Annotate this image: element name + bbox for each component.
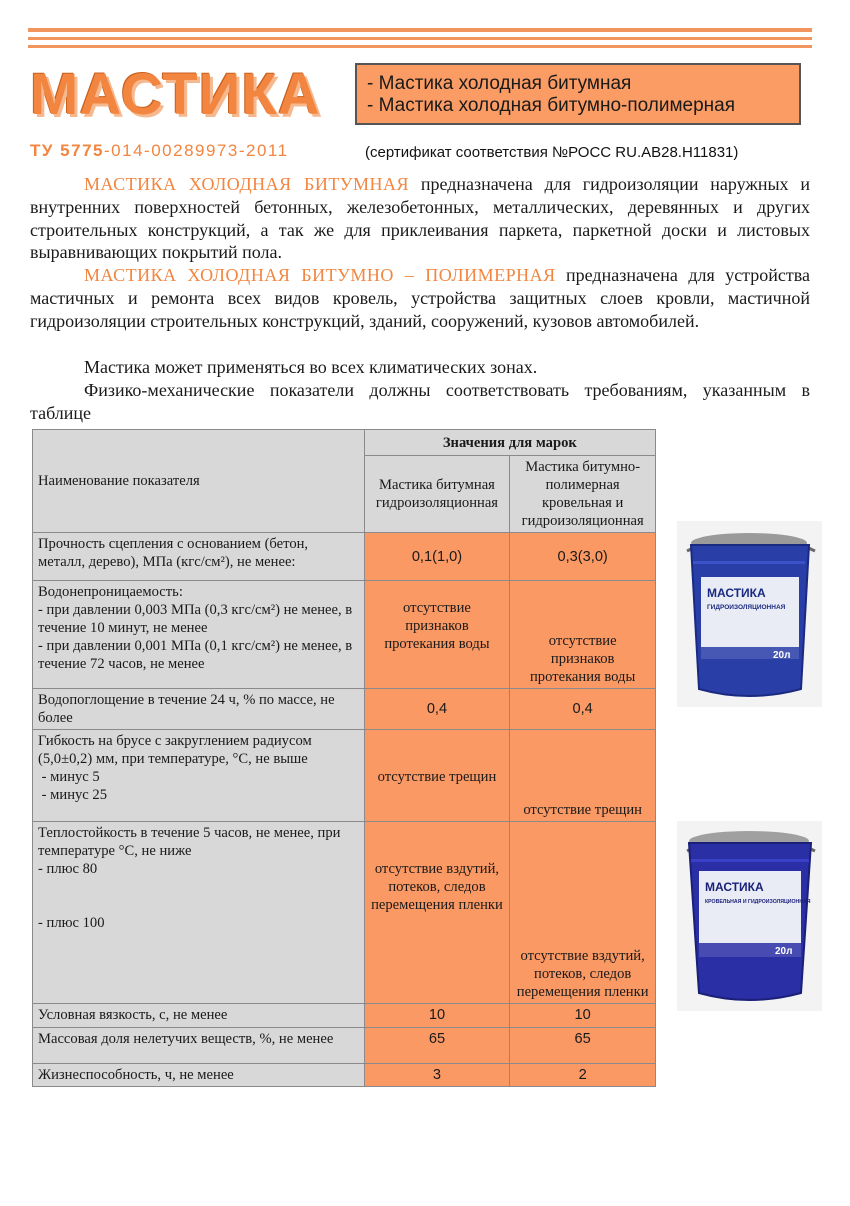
row-value-a: отсутствие трещин: [364, 730, 510, 822]
bucket-label: МАСТИКА: [707, 586, 766, 600]
row-name: Условная вязкость, с, не менее: [33, 1004, 365, 1028]
row-value-b: 65: [510, 1028, 656, 1064]
paragraph-1: МАСТИКА ХОЛОДНАЯ БИТУМНАЯ предназначена для гидроизоляции наружных и внутренних поверхностей бетонных, железобетонных, металлических, деревянных и других строительных конструкций, а так же для приклеивания паркета, паркетной доски и листовых выравнивающих покрытий пола.: [30, 174, 810, 263]
product-type-1: - Мастика холодная битумная: [367, 73, 632, 94]
table-row: [33, 581, 656, 689]
row-value-b: отсутствие трещин: [510, 730, 656, 822]
row-name: Жизнеспособность, ч, не менее: [33, 1064, 365, 1087]
row-value-a: отсутствие вздутий, потеков, следов перемещения пленки: [364, 822, 510, 1004]
top-stripe-2: [28, 37, 812, 40]
table-row: [33, 1004, 656, 1028]
row-value-a: отсутствие признаков протекания воды: [364, 581, 510, 689]
row-value-b: отсутствие признаков протекания воды: [510, 581, 656, 689]
spec-table: [32, 429, 656, 1087]
logo-title: МАСТИКА: [30, 62, 321, 127]
row-value-a: 10: [364, 1004, 510, 1028]
bucket-volume: 20л: [773, 650, 791, 661]
product-types-box: [355, 63, 801, 125]
bucket-volume: 20л: [775, 946, 793, 957]
table-row: [33, 1028, 656, 1064]
row-value-b: 0,3(3,0): [510, 533, 656, 581]
row-name: Водонепроницаемость: - при давлении 0,003 МПа (0,3 кгс/см²) не менее, в течение 10 минут, не менее - при давлении 0,001 МПа (0,1 кгс/см²) не менее, в течение 72 часов, не менее: [33, 581, 365, 689]
bucket-icon: [677, 521, 822, 707]
bucket-sublabel: КРОВЕЛЬНАЯ И ГИДРОИЗОЛЯЦИОННАЯ: [705, 899, 811, 905]
row-value-b: 10: [510, 1004, 656, 1028]
row-value-a: 0,4: [364, 689, 510, 730]
row-name: Теплостойкость в течение 5 часов, не менее, при температуре °С, не ниже - плюс 80 - плюс 100: [33, 822, 365, 1004]
tu-code: ТУ 5775-014-00289973-2011: [30, 141, 289, 160]
row-value-b: 0,4: [510, 689, 656, 730]
table-row: [33, 730, 656, 822]
row-value-b: 2: [510, 1064, 656, 1087]
table-row: [33, 1064, 656, 1087]
table-row: [33, 533, 656, 581]
paragraph-2: МАСТИКА ХОЛОДНАЯ БИТУМНО – ПОЛИМЕРНАЯ предназначена для устройства мастичных и ремонта всех видов кровель, устройства защитных слоев кровли, мастичной гидроизоляции строительных конструкций, зданий, сооружений, кузовов автомобилей.: [30, 265, 811, 331]
certificate: (сертификат соответствия №РОСС RU.АВ28.Н11831): [365, 144, 739, 161]
bucket-sublabel: ГИДРОИЗОЛЯЦИОННАЯ: [707, 604, 786, 611]
row-name: Водопоглощение в течение 24 ч, % по массе, не более: [33, 689, 365, 730]
bucket-label: МАСТИКА: [705, 880, 764, 894]
bucket-icon: [677, 821, 822, 1011]
table-row: [33, 689, 656, 730]
row-name: Массовая доля нелетучих веществ, %, не менее: [33, 1028, 365, 1064]
row-value-a: 3: [364, 1064, 510, 1087]
top-stripe-1: [28, 28, 812, 32]
paragraph-4: Физико-механические показатели должны соответствовать требованиям, указанным в таблице: [30, 380, 810, 423]
product-image-1: [677, 521, 822, 707]
row-value-a: 0,1(1,0): [364, 533, 510, 581]
col-header-name: Наименование показателя: [33, 430, 365, 533]
col-header-b: Мастика битумно-полимерная кровельная и гидроизоляционная: [510, 456, 656, 533]
row-name: Прочность сцепления с основанием (бетон, металл, дерево), МПа (кгс/см²), не менее:: [33, 533, 365, 581]
paragraph-3: Мастика может применяться во всех климатических зонах.: [84, 357, 538, 377]
row-name: Гибкость на брусе с закруглением радиусом (5,0±0,2) мм, при температуре, °С, не выше - минус 5 - минус 25: [33, 730, 365, 822]
row-value-a: 65: [364, 1028, 510, 1064]
product-image-2: [677, 821, 822, 1011]
col-header-group: Значения для марок: [364, 430, 655, 456]
row-value-b: отсутствие вздутий, потеков, следов перемещения пленки: [510, 822, 656, 1004]
table-row: [33, 822, 656, 1004]
col-header-a: Мастика битумная гидроизоляционная: [364, 456, 510, 533]
top-stripe-3: [28, 45, 812, 48]
product-type-2: - Мастика холодная битумно-полимерная: [367, 95, 736, 116]
